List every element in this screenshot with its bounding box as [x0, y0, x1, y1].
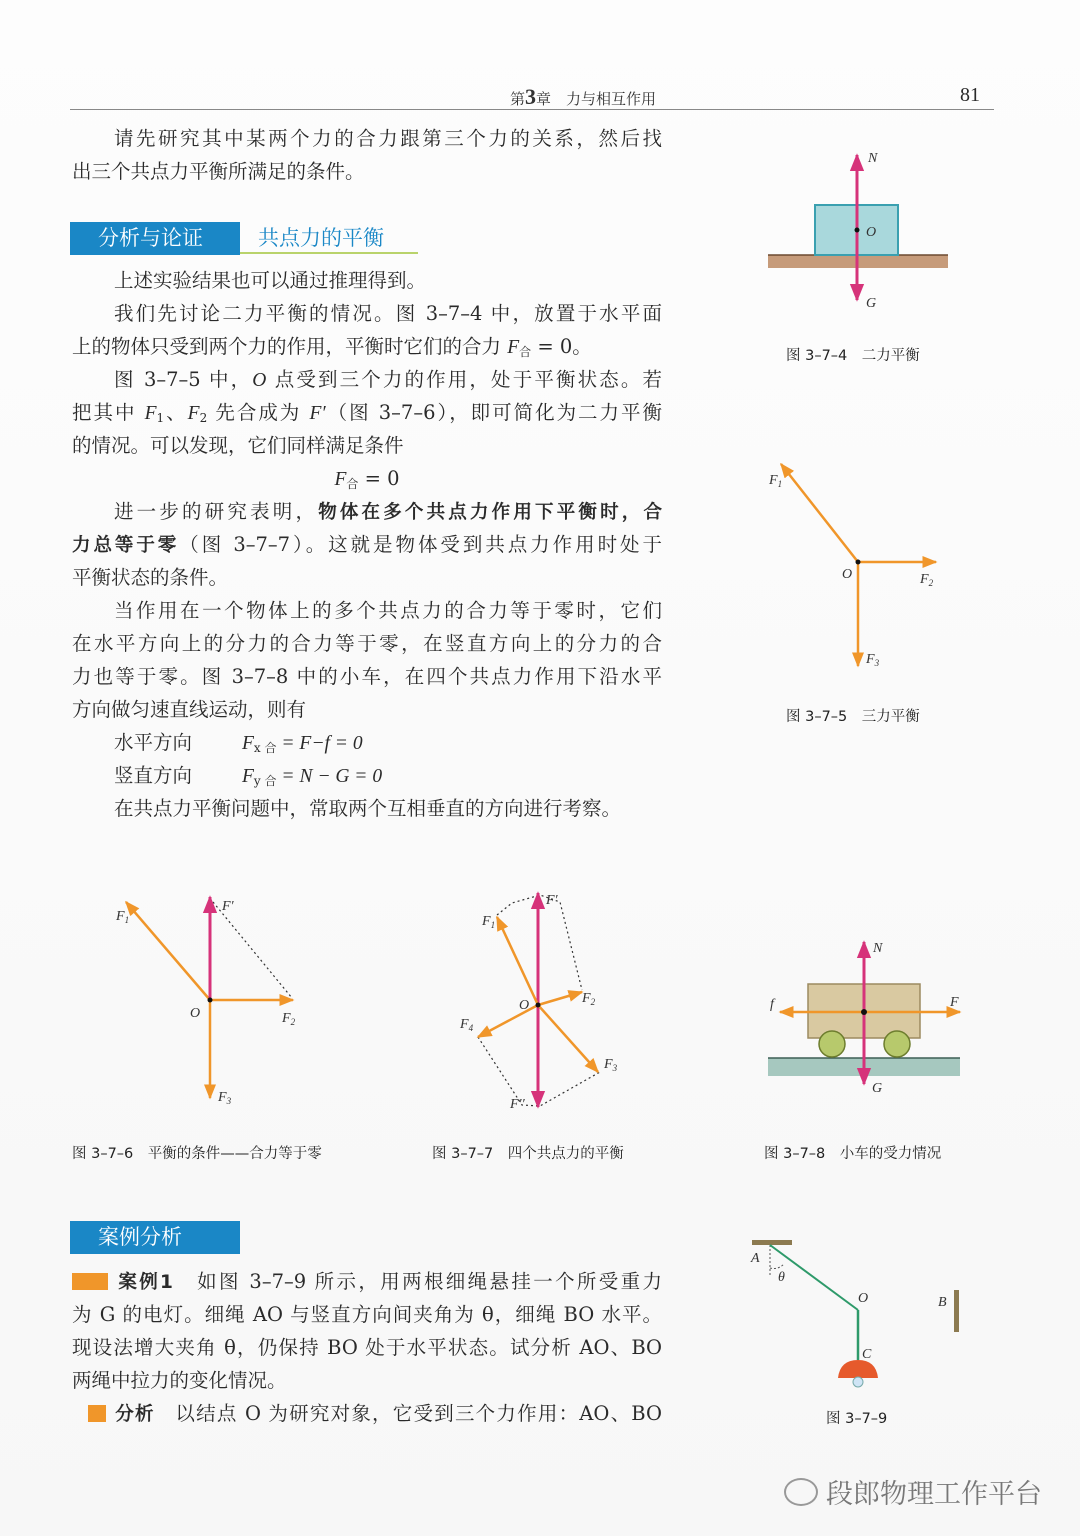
- chapter-number: 3: [525, 84, 537, 109]
- section-heading: 分析与论证: [70, 222, 240, 255]
- text: 先合成为: [207, 401, 310, 424]
- label-f: f: [770, 997, 774, 1012]
- text: 上的物体只受到两个力的作用，平衡时它们的合力: [72, 335, 508, 358]
- orange-marker: [88, 1405, 106, 1422]
- text-line: 在共点力平衡问题中，常取两个互相垂直的方向进行考察。: [114, 797, 622, 820]
- text-line: 在水平方向上的分力的合力等于零，在竖直方向上的分力的合: [72, 632, 662, 655]
- text-line: 当作用在一个物体上的多个共点力的合力等于零时，它们: [114, 599, 662, 622]
- sub: 1: [156, 411, 165, 425]
- label-F1: $F_1$: [116, 909, 130, 925]
- label-F1: $F_1$: [769, 473, 783, 489]
- watermark-text: 段郎物理工作平台: [826, 1479, 1042, 1510]
- text: = N − G = 0: [276, 766, 383, 787]
- var: F: [242, 733, 254, 754]
- label-theta: θ: [778, 1270, 785, 1285]
- label-F4: $F_4$: [460, 1017, 474, 1033]
- analysis-tag: 分析: [114, 1404, 155, 1425]
- wheel: [819, 1031, 845, 1057]
- text-line: 请先研究其中某两个力的合力跟第三个力的关系，然后找: [114, 127, 662, 150]
- label-F1: $F_1$: [482, 914, 496, 930]
- text-line: 我们先讨论二力平衡的情况。图 3–7–4 中，放置于水平面: [114, 302, 662, 325]
- label-F2: $F_2$: [920, 572, 934, 588]
- sub: 合: [346, 477, 359, 491]
- label-A: A: [751, 1251, 760, 1266]
- watermark: [784, 1472, 1042, 1511]
- label-B: B: [938, 1295, 947, 1310]
- text: 图 3–7–5 中，: [114, 368, 253, 391]
- text-line: [88, 1397, 662, 1430]
- sub: y 合: [253, 774, 277, 788]
- case-tag: 案例1: [116, 1272, 173, 1293]
- text: 如图 3–7–9 所示，用两根细绳悬挂一个所受重力: [197, 1270, 662, 1293]
- text-line: 力也等于零。图 3–7–8 中的小车，在四个共点力作用下沿水平: [72, 665, 662, 688]
- wechat-icon: [784, 1478, 818, 1506]
- label-Fprime: F′: [222, 899, 234, 914]
- text-line: 平衡状态的条件。: [72, 566, 229, 589]
- label-O: O: [519, 998, 530, 1013]
- text-line: 方向做匀速直线运动，则有: [72, 698, 307, 721]
- label-G: G: [872, 1081, 883, 1096]
- label-O: O: [866, 225, 877, 240]
- figure-3-7-7: [459, 893, 618, 1112]
- figure-3-7-9: [750, 1240, 959, 1387]
- figure-3-7-4: [768, 151, 948, 311]
- var: F: [334, 469, 347, 490]
- text-line: 上述实验结果也可以通过推理得到。: [114, 269, 427, 292]
- text-line: 出三个共点力平衡所满足的条件。: [72, 160, 365, 183]
- var: F: [144, 403, 157, 424]
- chapter-title: 力与相互作用: [566, 90, 657, 108]
- ceiling-mount: [752, 1240, 792, 1245]
- section-heading-case: 案例分析: [70, 1221, 240, 1254]
- text-line: 的情况。可以发现，它们同样满足条件: [72, 434, 404, 457]
- text: = F−f = 0: [276, 733, 363, 754]
- figure-3-7-5: [768, 464, 936, 668]
- caption-3-7-9: 图 3–7–9: [826, 1411, 888, 1427]
- wheel: [884, 1031, 910, 1057]
- var: O: [252, 370, 267, 391]
- text-line: 为 G 的电灯。细绳 AO 与竖直方向间夹角为 θ，细绳 BO 水平。: [72, 1303, 662, 1326]
- label-Fdoubleprime: F′′: [510, 1097, 525, 1112]
- label-F3: $F_3$: [604, 1057, 618, 1073]
- page-number: 81: [960, 84, 980, 106]
- text-line: 现设法增大夹角 θ，仍保持 BO 处于水平状态。试分析 AO、BO: [72, 1336, 662, 1359]
- text: 进一步的研究表明，: [114, 500, 319, 523]
- orange-marker: [72, 1273, 108, 1290]
- text: 把其中: [72, 401, 145, 424]
- section-subtitle: 共点力的平衡: [240, 222, 418, 254]
- caption-3-7-5: 图 3–7–5 三力平衡: [786, 709, 920, 725]
- bold-text: 物体在多个共点力作用下平衡时，合: [318, 502, 662, 523]
- label-N: N: [868, 151, 878, 166]
- label-O: O: [842, 567, 853, 582]
- var: F′: [309, 403, 326, 424]
- text: = 0。: [531, 335, 592, 358]
- label-O: O: [190, 1006, 201, 1021]
- text-line: 两绳中拉力的变化情况。: [72, 1369, 287, 1392]
- chapter-prefix: 第: [510, 90, 526, 108]
- caption-3-7-7: 图 3–7–7 四个共点力的平衡: [432, 1146, 624, 1162]
- label-N: N: [873, 941, 883, 956]
- wall-B: [954, 1290, 959, 1332]
- sub: 合: [519, 345, 532, 359]
- label-F3: $F_3$: [218, 1090, 232, 1106]
- label-F2: $F_2$: [582, 991, 596, 1007]
- caption-3-7-4: 图 3–7–4 二力平衡: [786, 348, 920, 364]
- lamp: [838, 1360, 878, 1378]
- var: F: [187, 403, 200, 424]
- caption-3-7-6: 图 3–7–6 平衡的条件——合力等于零: [72, 1146, 322, 1162]
- caption-3-7-8: 图 3–7–8 小车的受力情况: [764, 1146, 942, 1162]
- text-line: [72, 1265, 662, 1298]
- text: 点受到三个力的作用，处于平衡状态。若: [266, 368, 662, 391]
- text: = 0: [358, 467, 400, 490]
- text: （图 3–7–6），即可简化为二力平衡: [325, 401, 662, 424]
- label-G: G: [866, 296, 877, 311]
- figure-3-7-8: [768, 941, 960, 1096]
- var: F: [242, 766, 254, 787]
- figure-3-7-6: [115, 897, 296, 1106]
- label: 水平方向: [114, 731, 193, 754]
- chapter-suffix: 章: [536, 90, 552, 108]
- text: 以结点 O 为研究对象，它受到三个力作用：AO、BO: [175, 1402, 662, 1425]
- bold-text: 力总等于零: [72, 535, 180, 556]
- sub: 2: [199, 411, 208, 425]
- label-F2: $F_2$: [282, 1011, 296, 1027]
- label-F: F: [950, 995, 959, 1010]
- sub: x 合: [253, 741, 277, 755]
- label-Fprime: F′: [546, 893, 558, 908]
- label-C: C: [862, 1347, 872, 1362]
- label-F3: $F_3$: [866, 652, 880, 668]
- text: 、: [164, 401, 188, 424]
- label: 竖直方向: [114, 764, 193, 787]
- label-O: O: [858, 1291, 869, 1306]
- text: （图 3–7–7）。这就是物体受到共点力作用时处于: [179, 533, 662, 556]
- var: F: [507, 337, 520, 358]
